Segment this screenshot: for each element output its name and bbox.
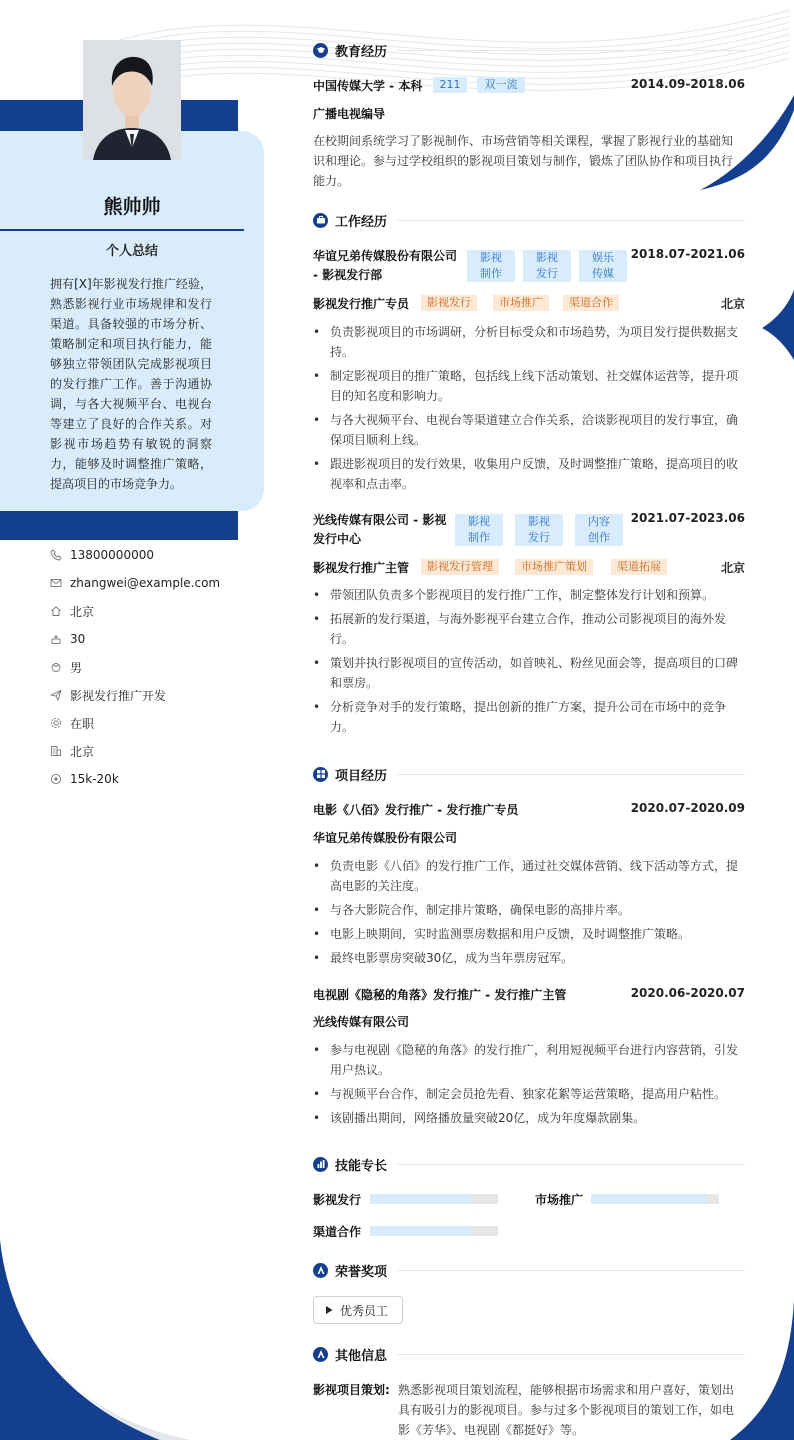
- skill-name: 渠道合作: [313, 1225, 362, 1239]
- gender-icon: [50, 661, 62, 673]
- contact-list: [50, 541, 220, 793]
- project-header: [313, 801, 745, 818]
- project-header: [313, 986, 745, 1003]
- contact-status-value: 在职: [70, 716, 95, 731]
- work-skill-tag: 影视发行: [421, 295, 477, 311]
- contact-city-value: 北京: [70, 744, 95, 759]
- contact-age: [50, 625, 220, 653]
- section-projects: [313, 764, 745, 784]
- work-industry-tag: 影视 发行: [515, 514, 563, 546]
- section-awards-title: 荣誉奖项: [335, 1264, 388, 1280]
- section-work-title: 工作经历: [335, 214, 388, 230]
- bar-chart-icon: [313, 1157, 328, 1172]
- left-column: [0, 0, 290, 1440]
- send-icon: [50, 689, 62, 701]
- work-position: 影视发行推广主管: [313, 561, 410, 575]
- contact-city: [50, 737, 220, 765]
- contact-age-value: 30: [70, 632, 86, 646]
- project-date: 2020.07-2020.09: [630, 801, 745, 815]
- phone-icon: [50, 549, 62, 561]
- skill-bar-fill: [370, 1226, 472, 1236]
- summary-title: 个人总结: [105, 244, 158, 259]
- work-industry-tag: 内容 创作: [575, 514, 623, 546]
- mail-icon: [50, 577, 62, 589]
- section-awards: [313, 1260, 745, 1280]
- work-date: 2021.07-2023.06: [630, 511, 745, 525]
- summary-text: 拥有[X]年影视发行推广经验，熟悉影视行业市场规律和发行渠道。具备较强的市场分析、策略制定和项目执行能力，能够独立带领团队完成影视项目的发行推广工作。善于沟通协调，与各大视频平台、电视台等建立了良好的合作关系。对影视市场趋势有敏锐的洞察力，能够及时调整推广策略，提高项目的市场竞争力。: [50, 277, 212, 491]
- work-location: 北京: [720, 297, 745, 311]
- play-icon: [324, 1305, 334, 1315]
- work-company: 光线传媒有限公司 - 影视: [313, 513, 447, 527]
- work-industry-tag: 娱乐 传媒: [579, 250, 627, 282]
- work-industry-tag: 影视 制作: [455, 514, 503, 546]
- skill-row: [313, 1223, 745, 1239]
- avatar-icon: [83, 40, 181, 160]
- home-icon: [50, 605, 62, 617]
- work-industry-tag: 影视 制作: [467, 250, 515, 282]
- work-skill-tag: 影视发行管理: [421, 559, 499, 575]
- education-date: 2014.09-2018.06: [630, 77, 745, 91]
- award-icon: [313, 1263, 328, 1278]
- work-skill-tag: 市场推广: [493, 295, 549, 311]
- briefcase-icon: [313, 213, 328, 228]
- education-major: 广播电视编导: [313, 107, 386, 121]
- skill-bar-fill: [370, 1194, 472, 1204]
- section-other: [313, 1344, 745, 1364]
- section-education-title: 教育经历: [335, 44, 388, 60]
- grid-icon: [313, 767, 328, 782]
- skill-bar: [370, 1226, 498, 1236]
- age-icon: [50, 633, 62, 645]
- contact-gender: [50, 653, 220, 681]
- building-icon: [50, 745, 62, 757]
- skill-row: [313, 1191, 745, 1207]
- project-name: 电影《八佰》发行推广 - 发行推广专员: [313, 803, 519, 817]
- work-company: 华谊兄弟传媒股份有限公司: [313, 249, 458, 263]
- salary-icon: [50, 773, 62, 785]
- education-tag: 211: [433, 77, 467, 93]
- education-school: 中国传媒大学 - 本科: [313, 79, 423, 93]
- contact-email-value: zhangwei@example.com: [70, 576, 221, 590]
- work-position-row: [313, 295, 745, 313]
- work-department: 发行中心: [313, 532, 362, 546]
- section-work: [313, 210, 745, 230]
- contact-phone: [50, 541, 220, 569]
- work-skill-tag: 渠道拓展: [611, 559, 667, 575]
- contact-home-value: 北京: [70, 604, 95, 619]
- education-description: 在校期间系统学习了影视制作、市场营销等相关课程，掌握了影视行业的基础知识和理论。参与过学校组织的影视项目策划与制作，锻炼了团队协作和项目执行能力。: [313, 134, 734, 188]
- work-industry-tag: 影视 发行: [523, 250, 571, 282]
- graduation-cap-icon: [313, 43, 328, 58]
- right-column: 教育经历 中国传媒大学 - 本科 211 双一流 2014.09-2018.06 广播电视编导 在校期间系统学习了影视制作、市场营销等相关课程，掌握了影视行业的基础知识和理论。参与过学校组织的影视项目策划与制作，锻炼了团队协作和项目执行能力。 工作经历 华谊兄弟传媒股份有限公司 - 影视发行部 影视 制作 影视 发行 娱乐 传媒 2018.07-2021.06 影视发行推广专员 影视发行 市场推广 渠道合作 北京 • 负责影视项目的市场调研，分析目标受众和市场趋势，为项目发行提供数据支持。 • 制定影视项目的推广策略，包括线上线下活动策划、社交媒体运营等，提升项目的知名度和影响力。 • 与各大视频平台、电视台等渠道建立合作关系，洽谈影视项目的发行事宜，确保项目顺利上线。 • 跟进影视项目的发行效果，收集用户反馈，及时调整推广策略，提高项目的收视率和点击率。 光线传媒有限公司 - 影视 发行中心 影视 制作 影视 发行 内容 创作 2021.07-2023.06 影视发行推广主管 影视发行管理 市场推广策划 渠道拓展 北京 • 带领团队负责多个影视项目的发行推广工作，制定整体发行计划和预算。 • 拓展新的发行渠道，与海外影视平台建立合作，推动公司影视项目的海外发行。 • 策划并执行影视项目的宣传活动，如首映礼、粉丝见面会等，提高项目的口碑和票房。 • 分析竞争对手的发行策略，提出创新的推广方案，提升公司在市场中的竞争力。 项目经历 电影《八佰》发行推广 - 发行推广专员 2020.07-2020.09 华谊兄弟传媒股份有限公司 • 负责电影《八佰》的发行推广工作，通过社交媒体营销、线下活动等方式，提高电影的关注度。 • 与各大影院合作，制定排片策略，确保电影的高排片率。 • 电影上映期间，实时监测票房数据和用户反馈，及时调整推广策略。 • 最终电影票房突破30亿，成为当年票房冠军。 电视剧《隐秘的角落》发行推广 - 发行推广主管 2020.06-2020.07 光线传媒有限公司 • 参与电视剧《隐秘的角落》的发行推广，利用短视频平台进行内容营销，引发用户热议。 • 与视频平台合作，制定会员抢先看、独家花絮等运营策略，提高用户粘性。 • 该剧播出期间，网络播放量突破20亿，成为年度爆款剧集。 技能专长 影视发行 市场推广 渠道合作 荣誉奖项 优秀员工 其他信息 影视项目策划: 熟悉影视项目策划流程，能够根据市场需求和用户喜好，策划出具有吸引力的影视项目。参与过多个影视项目的策划工作，如电影《芳华》、电视剧《都挺好》等。: [313, 0, 745, 1440]
- skill-name: 影视发行: [313, 1193, 362, 1207]
- name-underline: [0, 229, 244, 231]
- skill-name: 市场推广: [535, 1193, 584, 1207]
- contact-target-job-value: 影视发行推广开发: [70, 688, 167, 703]
- section-skills-title: 技能专长: [335, 1158, 388, 1174]
- project-company: 光线传媒有限公司: [313, 1015, 410, 1029]
- status-icon: [50, 717, 62, 729]
- contact-home: [50, 597, 220, 625]
- work-date: 2018.07-2021.06: [630, 247, 745, 261]
- other-info-text: 熟悉影视项目策划流程，能够根据市场需求和用户喜好，策划出具有吸引力的影视项目。参与过多个影视项目的策划工作，如电影《芳华》、电视剧《都挺好》等。: [398, 1383, 735, 1437]
- work-skill-tag: 市场推广策划: [515, 559, 593, 575]
- skill-bar: [370, 1194, 498, 1204]
- section-skills: [313, 1154, 745, 1174]
- info-icon: [313, 1347, 328, 1362]
- contact-status: [50, 709, 220, 737]
- education-tag: 双一流: [477, 77, 525, 93]
- project-name: 电视剧《隐秘的角落》发行推广 - 发行推广主管: [313, 988, 567, 1002]
- contact-salary: [50, 765, 220, 793]
- work-item-header: [313, 510, 745, 550]
- work-department: - 影视发行部: [313, 268, 383, 282]
- skill-bar: [591, 1194, 719, 1204]
- education-header: [313, 77, 745, 94]
- other-info-label: 影视项目策划:: [313, 1383, 390, 1397]
- work-location: 北京: [720, 561, 745, 575]
- award-item: [313, 1296, 403, 1324]
- contact-target-job: [50, 681, 220, 709]
- award-name: 优秀员工: [340, 1303, 389, 1318]
- section-other-title: 其他信息: [335, 1348, 388, 1364]
- work-skill-tag: 渠道合作: [563, 295, 619, 311]
- project-date: 2020.06-2020.07: [630, 986, 745, 1000]
- contact-salary-value: 15k-20k: [70, 772, 119, 786]
- section-education: [313, 40, 745, 60]
- contact-phone-value: 13800000000: [70, 548, 154, 562]
- contact-email: [50, 569, 220, 597]
- skill-bar-fill: [591, 1194, 706, 1204]
- profile-name: 熊帅帅: [103, 196, 161, 218]
- profile-photo: [83, 40, 181, 160]
- project-company: 华谊兄弟传媒股份有限公司: [313, 831, 458, 845]
- work-item-header: [313, 246, 745, 286]
- contact-gender-value: 男: [70, 660, 83, 675]
- work-position-row: [313, 559, 745, 577]
- work-position: 影视发行推广专员: [313, 297, 410, 311]
- section-projects-title: 项目经历: [335, 768, 388, 784]
